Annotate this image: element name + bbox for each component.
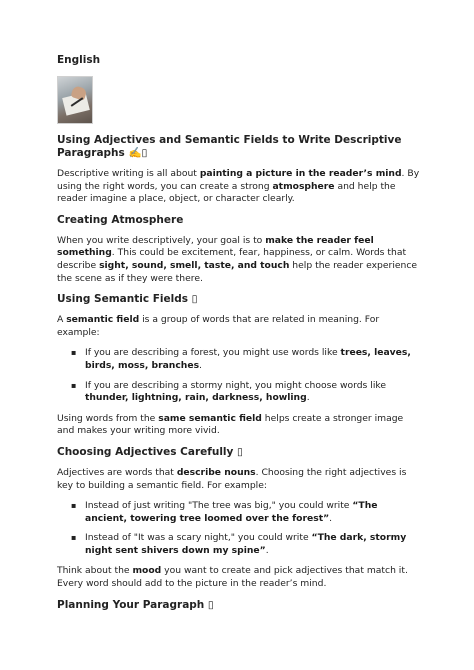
text-run: . [265,544,269,556]
list-item [71,347,422,372]
bold-phrase: painting a picture in the reader’s mind [199,168,402,179]
bullet-icon: ▪ [71,501,77,511]
intro-paragraph [57,168,422,206]
bullet-icon: ▪ [71,348,77,358]
bold-phrase: mood [132,565,162,577]
bold-phrase: “The ancient, towering tree loomed over the forest” [85,500,378,524]
text-run: is a group of words that are related in meaning. For example: [57,314,380,338]
section-paragraph [57,413,422,438]
section-paragraph [57,314,422,339]
text-run: you want to create and pick adjectives that match it. Every word should add to the picture in the reader’s mind. [57,565,408,590]
list-item [71,500,422,525]
text-run: help the reader experience the scene as if they were there. [57,259,418,284]
bold-phrase: atmosphere [272,180,335,192]
text-run: Instead of "It was a scary night," you could write [85,532,312,544]
bold-phrase: same semantic field [158,412,262,424]
bullet-list [57,500,422,557]
sections-container [57,214,422,612]
document-title: Using Adjectives and Semantic Fields to Write Descriptive Paragraphs ✍️▯ [57,134,402,159]
text-run: . Choosing the right adjectives is key to building a semantic field. For example: [57,466,407,491]
text-run: Think about the [57,565,133,577]
text-run: Adjectives are words that [57,466,177,478]
text-run: Descriptive writing is all about [57,168,200,179]
text-run: When you write descriptively, your goal is to [57,234,266,246]
section-heading: Choosing Adjectives Carefully ▯ [57,445,243,458]
list-item [71,379,422,405]
section-paragraph [57,235,422,285]
document-page [57,52,422,620]
bold-phrase: semantic field [66,314,140,326]
bold-phrase: describe nouns [176,466,256,478]
section-paragraph [57,467,422,492]
text-run: If you are describing a forest, you might use words like [85,347,341,359]
section-paragraph [57,565,422,590]
text-run: Using words from the [57,412,159,424]
bold-phrase: thunder, lightning, rain, darkness, howling [85,392,307,404]
bullet-icon: ▪ [71,380,77,390]
text-run: and help the reader imagine a place, object, or character clearly. [57,180,396,205]
bold-phrase: “The dark, stormy night sent shivers down my spine” [85,532,407,556]
bullet-list [57,347,422,404]
bullet-icon: ▪ [71,533,77,543]
text-run: helps create a stronger image and makes your writing more vivid. [57,412,404,437]
bold-phrase: sight, sound, smell, taste, and touch [99,259,290,271]
section-heading: Planning Your Paragraph ▯ [57,598,214,611]
bold-phrase: trees, leaves, birds, moss, branches [85,347,411,371]
text-run: . [306,392,310,404]
text-run: . [329,512,333,524]
text-run: . [199,359,202,371]
text-run: . By using the right words, you can create a strong [57,168,420,192]
subject-label: English [57,54,101,66]
text-run: Instead of just writing "The tree was big," you could write [85,500,353,512]
section-heading: Using Semantic Fields ▯ [57,293,198,306]
list-item [71,532,422,557]
section-heading: Creating Atmosphere [57,213,184,226]
bold-phrase: make the reader feel something [57,234,374,259]
text-run: A [57,314,67,326]
text-run: If you are describing a stormy night, you might choose words like [85,379,387,391]
text-run: . This could be excitement, fear, happiness, or calm. Words that describe [57,247,407,271]
writing-hand-image [57,76,93,124]
